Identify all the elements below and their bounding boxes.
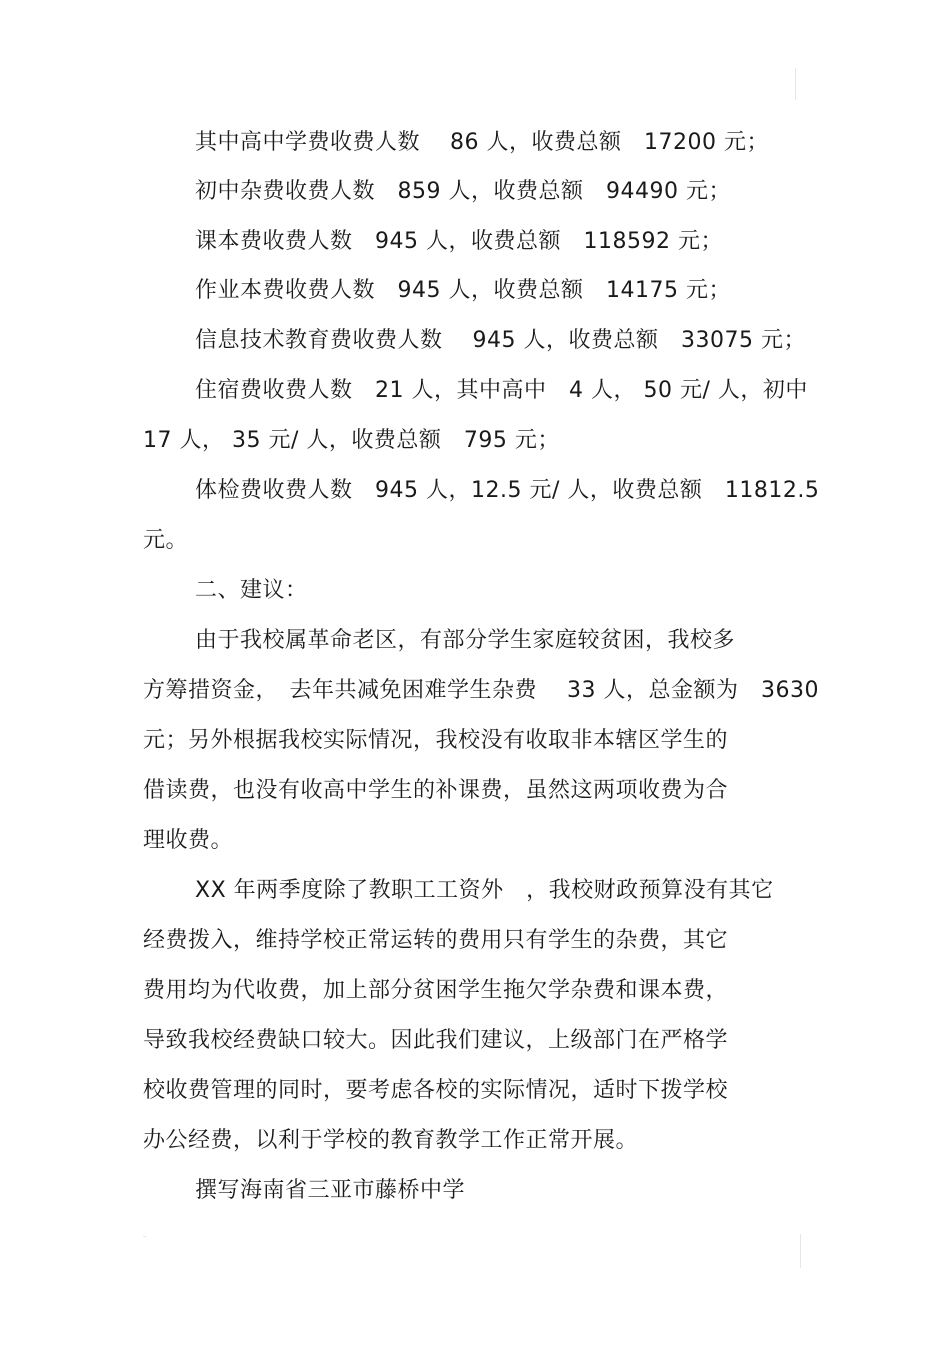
paragraph-line: 由于我校属革命老区，有部分学生家庭较贫困，我校多 — [195, 628, 736, 653]
author-line: 撰写海南省三亚市藤桥中学 — [195, 1178, 466, 1203]
fee-line-physical-exam: 体检费收费人数 945 人，12.5 元/ 人，收费总额 11812.5 — [195, 478, 820, 503]
paragraph-line: XX 年两季度除了教职工工资外 ，我校财政预算没有其它 — [195, 878, 774, 903]
paragraph-line: 方筹措资金， 去年共减免困难学生杂费 33 人，总金额为 3630 — [143, 678, 819, 703]
page-corner-mark — [800, 1234, 801, 1268]
paragraph-line: 办公经费，以利于学校的教育教学工作正常开展。 — [143, 1128, 639, 1153]
page-corner-mark — [795, 68, 796, 100]
fee-line-physical-exam-cont: 元。 — [143, 528, 189, 553]
fee-line-textbook: 课本费收费人数 945 人，收费总额 118592 元； — [195, 229, 723, 254]
paragraph-line: 借读费，也没有收高中学生的补课费，虽然这两项收费为合 — [143, 778, 729, 803]
paragraph-line: 元；另外根据我校实际情况，我校没有收取非本辖区学生的 — [143, 728, 729, 753]
fee-line-boarding-cont: 17 人， 35 元/ 人，收费总额 795 元； — [143, 428, 560, 453]
paragraph-line: 校收费管理的同时，要考虑各校的实际情况，适时下拨学校 — [143, 1078, 729, 1103]
paragraph-line: 费用均为代收费，加上部分贫困学生拖欠学杂费和课本费， — [143, 978, 729, 1003]
fee-line-workbook: 作业本费收费人数 945 人，收费总额 14175 元； — [195, 278, 731, 303]
page-corner-mark — [143, 1236, 146, 1237]
fee-line-high-school-tuition: 其中高中学费收费人数 86 人，收费总额 17200 元； — [195, 130, 769, 155]
fee-line-boarding: 住宿费收费人数 21 人，其中高中 4 人， 50 元/ 人，初中 — [195, 378, 808, 403]
fee-line-junior-misc: 初中杂费收费人数 859 人，收费总额 94490 元； — [195, 179, 731, 204]
fee-line-it-education: 信息技术教育费收费人数 945 人，收费总额 33075 元； — [195, 328, 806, 353]
paragraph-line: 导致我校经费缺口较大。因此我们建议，上级部门在严格学 — [143, 1028, 729, 1053]
paragraph-line: 经费拨入，维持学校正常运转的费用只有学生的杂费，其它 — [143, 928, 729, 953]
section-heading-suggestions: 二、建议： — [195, 578, 308, 603]
paragraph-line: 理收费。 — [143, 828, 234, 853]
